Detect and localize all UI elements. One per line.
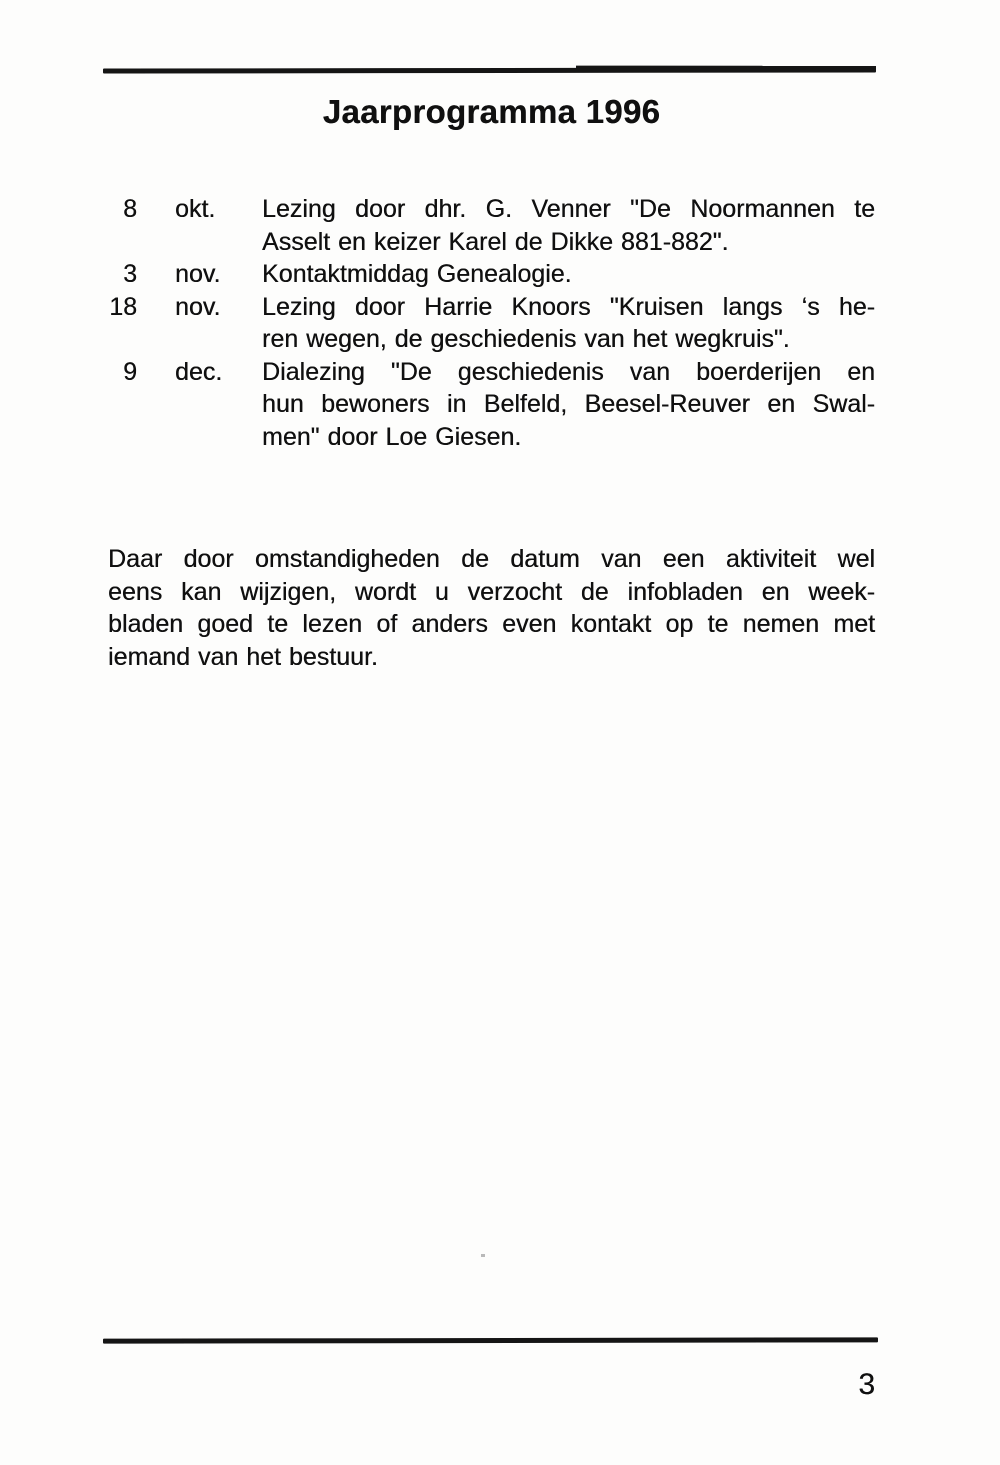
entry-month: dec. <box>175 357 223 386</box>
entry-day: 9 <box>123 357 137 386</box>
top-rule <box>103 67 876 73</box>
program-entry <box>108 356 875 454</box>
note-paragraph: Daar door omstandigheden de datum van een aktiviteit wel eens kan wijzigen, wordt u verzocht de infobladen en week- bladen goed te lezen of anders even kontakt op te nemen met iemand van het bestuur. <box>108 545 875 671</box>
entry-description: Kontaktmiddag Genealogie. <box>262 260 572 288</box>
entry-day: 3 <box>123 260 137 288</box>
entry-day: 8 <box>123 195 137 223</box>
entry-description: Lezing door dhr. G. Venner "De Noormannen te Asselt en keizer Karel de Dikke 881-882". <box>262 195 875 256</box>
entry-month: okt. <box>175 195 216 223</box>
program-list <box>108 193 875 453</box>
page-number: 3 <box>858 1368 875 1401</box>
entry-month: nov. <box>175 260 221 288</box>
entry-description: Lezing door Harrie Knoors "Kruisen langs ‘s he- ren wegen, de geschiedenis van het wegkruis". <box>262 292 875 353</box>
entry-day: 18 <box>109 292 137 321</box>
entry-month: nov. <box>175 292 221 321</box>
entry-description: Dialezing "De geschiedenis van boerderijen en hun bewoners in Belfeld, Beesel-Reuver en Swal- men" door Loe Giesen. <box>262 357 875 451</box>
scan-speck-artifact <box>481 1254 485 1257</box>
program-entry <box>108 193 875 258</box>
program-entry <box>108 291 875 356</box>
bottom-rule <box>103 1337 878 1343</box>
page-title: Jaarprogramma 1996 <box>322 93 661 130</box>
program-entry <box>108 258 875 291</box>
